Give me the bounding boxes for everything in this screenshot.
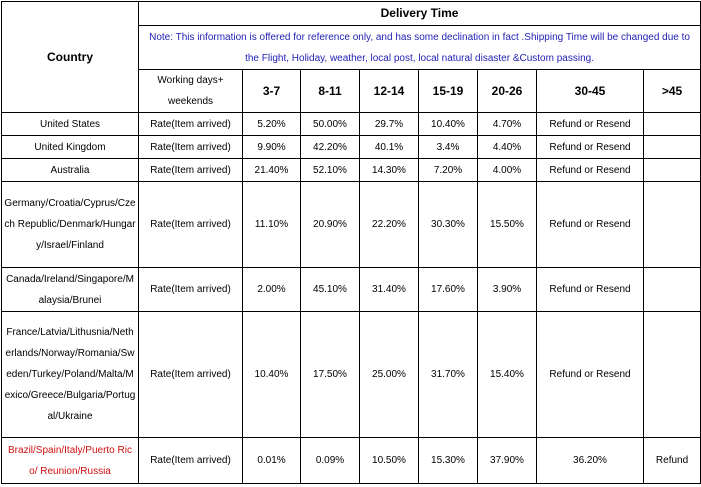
- rate-value-cell: [644, 159, 701, 182]
- country-cell: Australia: [2, 159, 139, 182]
- rate-value-cell: 5.20%: [243, 113, 301, 136]
- rate-value-cell: 11.10%: [243, 182, 301, 268]
- rate-value-cell: 36.20%: [537, 438, 644, 484]
- rate-value-cell: 14.30%: [360, 159, 419, 182]
- country-cell: United Kingdom: [2, 136, 139, 159]
- rate-value-cell: 40.1%: [360, 136, 419, 159]
- rate-label-cell: Rate(Item arrived): [139, 182, 243, 268]
- rate-label-cell: Rate(Item arrived): [139, 312, 243, 438]
- rate-value-cell: Refund: [644, 438, 701, 484]
- table-row: [2, 113, 701, 136]
- table-row: [2, 136, 701, 159]
- rate-value-cell: Refund or Resend: [537, 268, 644, 312]
- rate-value-cell: 4.00%: [478, 159, 537, 182]
- rate-value-cell: 4.40%: [478, 136, 537, 159]
- rate-label-cell: Rate(Item arrived): [139, 136, 243, 159]
- rate-value-cell: 50.00%: [301, 113, 360, 136]
- rate-value-cell: 9.90%: [243, 136, 301, 159]
- rate-value-cell: Refund or Resend: [537, 113, 644, 136]
- rate-value-cell: 31.40%: [360, 268, 419, 312]
- rate-value-cell: 15.50%: [478, 182, 537, 268]
- rate-value-cell: 52.10%: [301, 159, 360, 182]
- rate-value-cell: 17.50%: [301, 312, 360, 438]
- rate-value-cell: [644, 312, 701, 438]
- rate-value-cell: 0.01%: [243, 438, 301, 484]
- rate-value-cell: Refund or Resend: [537, 182, 644, 268]
- range-header: 12-14: [360, 70, 419, 113]
- rate-value-cell: 30.30%: [419, 182, 478, 268]
- range-header: 8-11: [301, 70, 360, 113]
- rate-value-cell: 22.20%: [360, 182, 419, 268]
- table-row: [2, 159, 701, 182]
- rate-value-cell: 3.4%: [419, 136, 478, 159]
- range-header: 20-26: [478, 70, 537, 113]
- rate-value-cell: [644, 268, 701, 312]
- rate-value-cell: [644, 136, 701, 159]
- rate-label-cell: Rate(Item arrived): [139, 268, 243, 312]
- rate-value-cell: 10.40%: [243, 312, 301, 438]
- table-row: [2, 268, 701, 312]
- rate-value-cell: 17.60%: [419, 268, 478, 312]
- rate-label-cell: Rate(Item arrived): [139, 159, 243, 182]
- rate-value-cell: 0.09%: [301, 438, 360, 484]
- rate-value-cell: 31.70%: [419, 312, 478, 438]
- rate-value-cell: 15.40%: [478, 312, 537, 438]
- rate-value-cell: 29.7%: [360, 113, 419, 136]
- rate-value-cell: 42.20%: [301, 136, 360, 159]
- country-header: Country: [2, 2, 139, 113]
- range-header: 3-7: [243, 70, 301, 113]
- rate-value-cell: 2.00%: [243, 268, 301, 312]
- rate-value-cell: 21.40%: [243, 159, 301, 182]
- rate-value-cell: Refund or Resend: [537, 159, 644, 182]
- delivery-time-header: Delivery Time: [139, 2, 701, 26]
- rate-value-cell: 37.90%: [478, 438, 537, 484]
- country-cell: Germany/Croatia/Cyprus/Czech Republic/Denmark/Hungary/Israel/Finland: [2, 182, 139, 268]
- rate-value-cell: [644, 182, 701, 268]
- rate-value-cell: 10.40%: [419, 113, 478, 136]
- range-header: 30-45: [537, 70, 644, 113]
- rate-value-cell: 10.50%: [360, 438, 419, 484]
- country-cell: Canada/Ireland/Singapore/Malaysia/Brunei: [2, 268, 139, 312]
- range-header: 15-19: [419, 70, 478, 113]
- range-header: >45: [644, 70, 701, 113]
- rate-label-cell: Rate(Item arrived): [139, 113, 243, 136]
- table-row: [2, 312, 701, 438]
- delivery-time-table: [1, 1, 701, 484]
- shipping-note: Note: This information is offered for reference only, and has some declination in fact .Shipping Time will be changed due to the Flight, Holiday, weather, local post, local natural disaster &Custom passing.: [139, 26, 701, 70]
- rate-value-cell: 20.90%: [301, 182, 360, 268]
- rate-value-cell: Refund or Resend: [537, 312, 644, 438]
- country-cell: United States: [2, 113, 139, 136]
- rate-value-cell: 15.30%: [419, 438, 478, 484]
- rate-label-cell: Rate(Item arrived): [139, 438, 243, 484]
- table-row: [2, 182, 701, 268]
- country-cell: France/Latvia/Lithusnia/Netherlands/Norway/Romania/Sweden/Turkey/Poland/Malta/Mexico/Greece/Bulgaria/Portugal/Ukraine: [2, 312, 139, 438]
- rate-value-cell: 4.70%: [478, 113, 537, 136]
- rate-value-cell: 45.10%: [301, 268, 360, 312]
- rate-value-cell: 3.90%: [478, 268, 537, 312]
- rate-value-cell: Refund or Resend: [537, 136, 644, 159]
- working-days-label: Working days+ weekends: [139, 70, 243, 113]
- rate-value-cell: [644, 113, 701, 136]
- table-row: [2, 438, 701, 484]
- rate-value-cell: 7.20%: [419, 159, 478, 182]
- country-cell: Brazil/Spain/Italy/Puerto Rico/ Reunion/Russia: [2, 438, 139, 484]
- rate-value-cell: 25.00%: [360, 312, 419, 438]
